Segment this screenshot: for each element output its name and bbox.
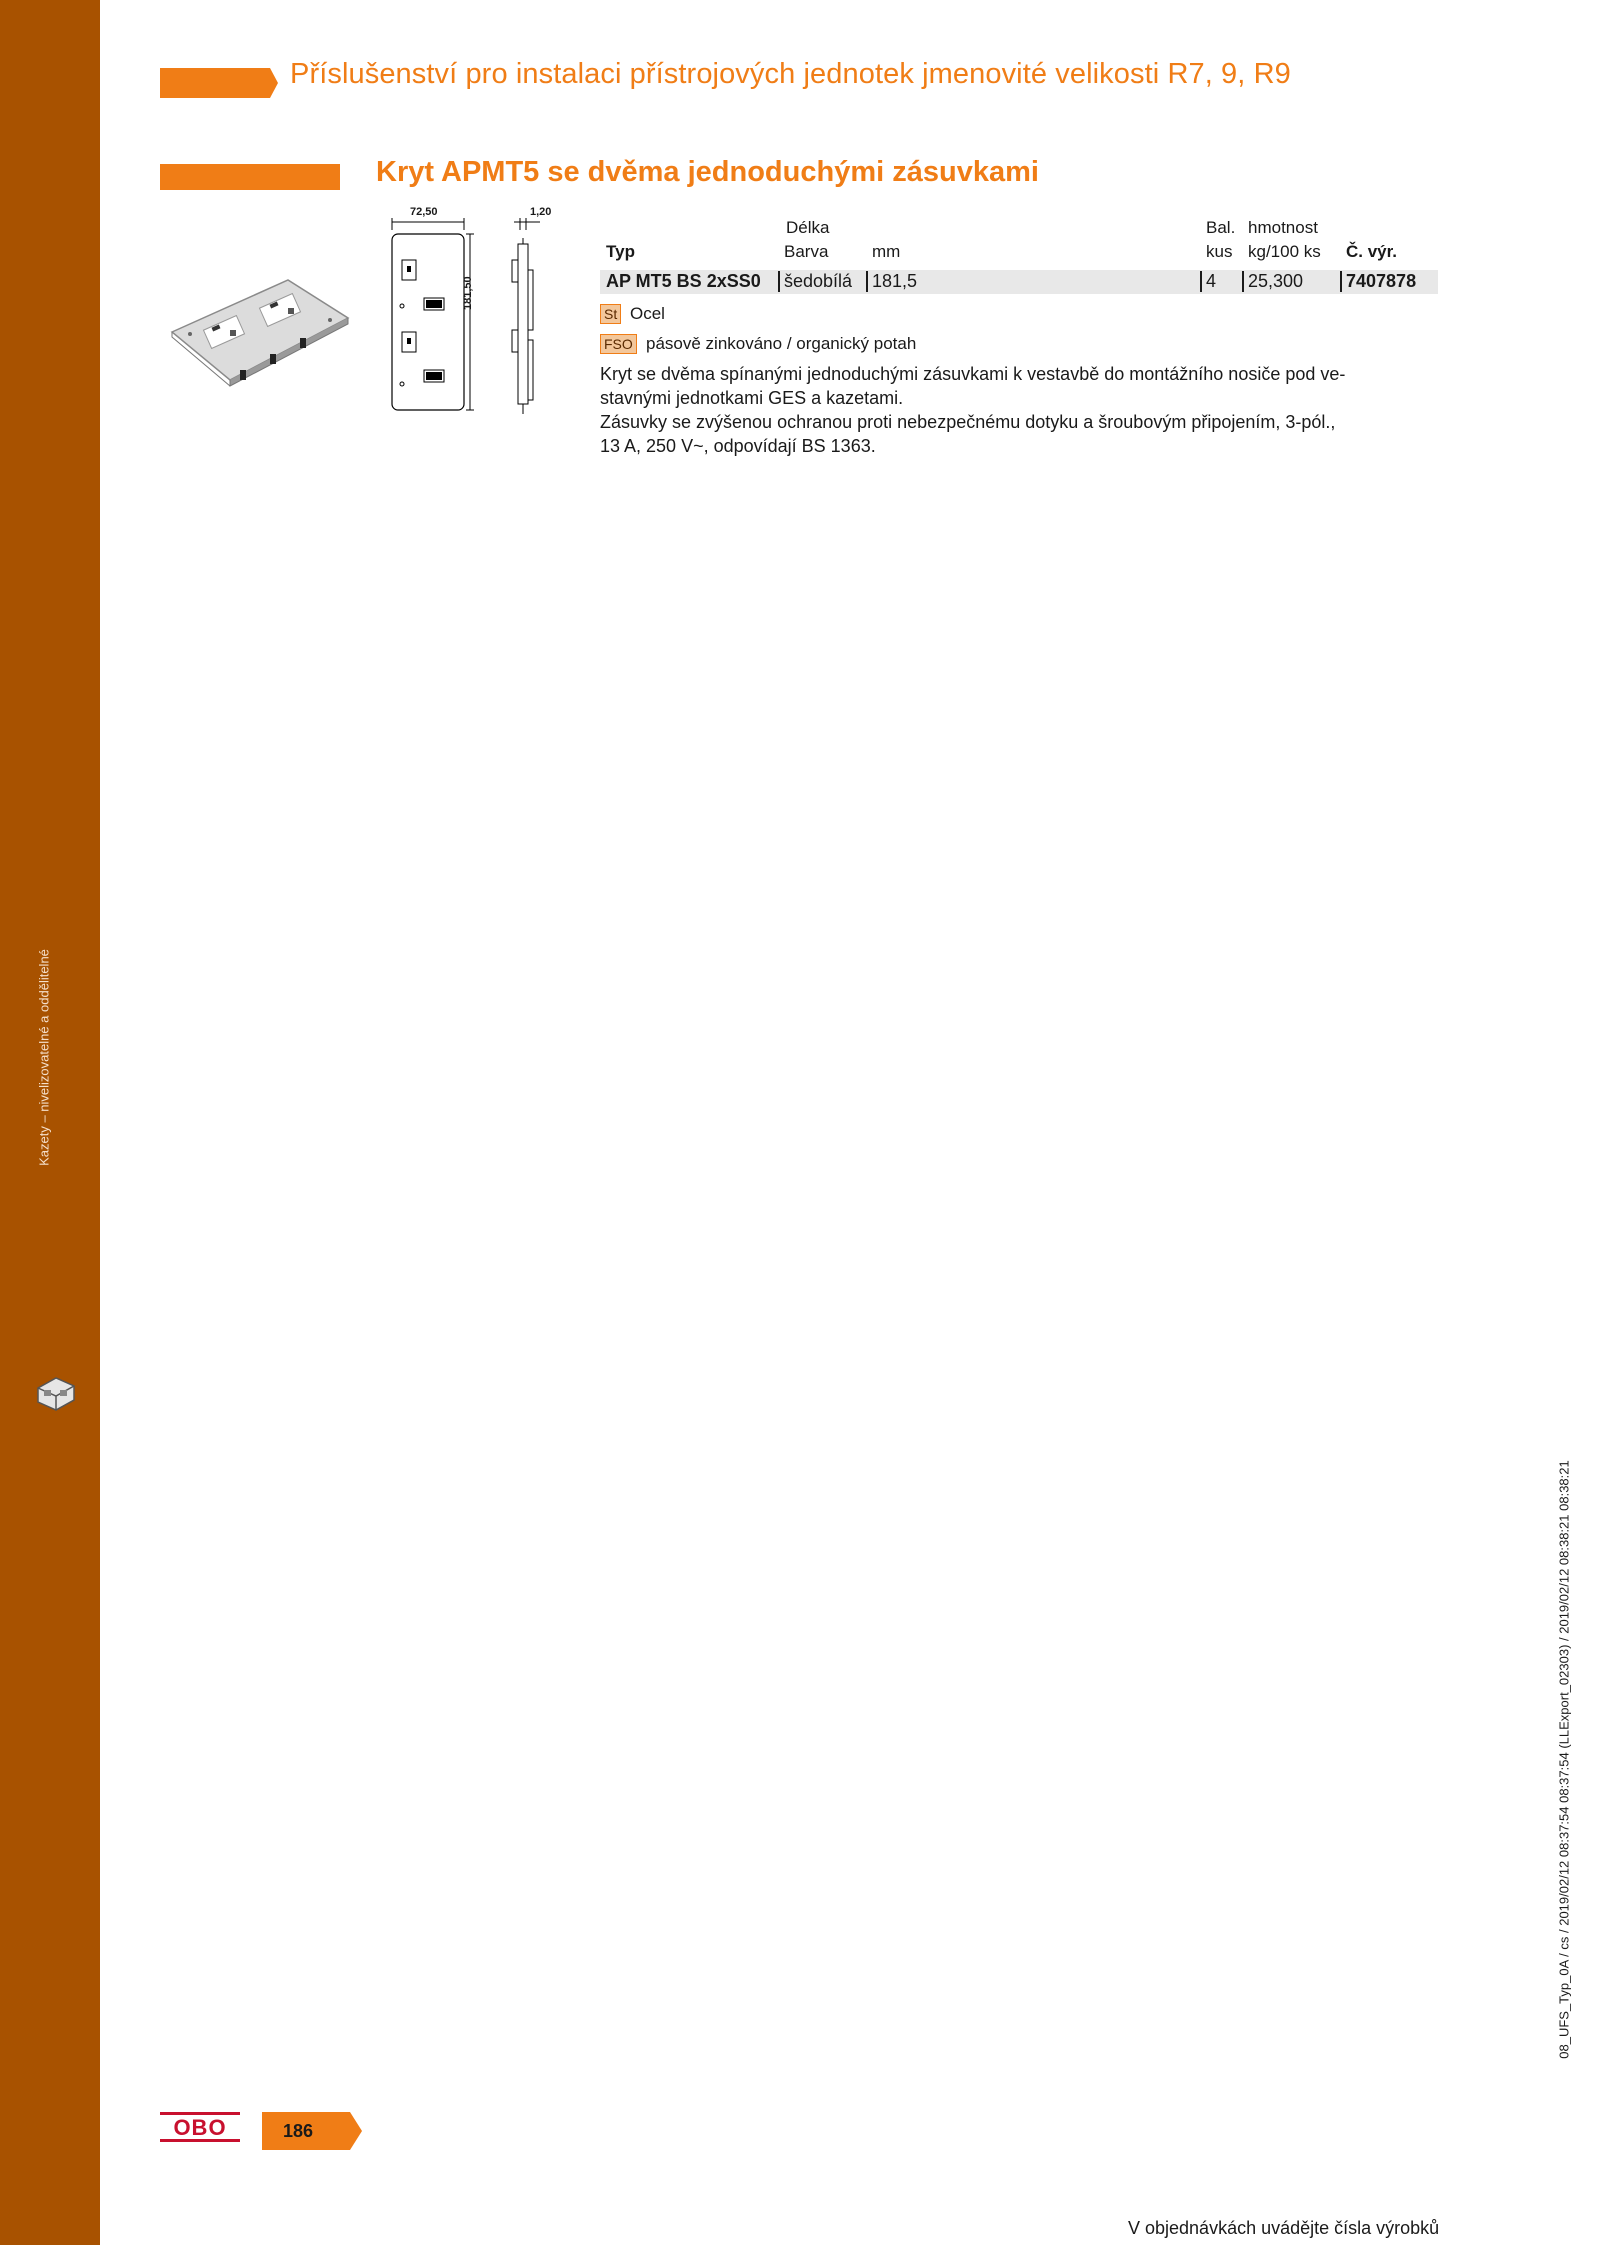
header-delka-unit: mm [872,242,901,261]
header-barva: Barva [784,242,829,261]
obo-logo [160,2112,240,2142]
header-cislo: Č. výr. [1346,242,1398,261]
cell-hmotnost: 25,300 [1242,271,1303,292]
header-bal-unit: kus [1206,242,1233,261]
cell-bal: 4 [1200,271,1216,292]
cell-typ: AP MT5 BS 2xSS0 [606,271,761,291]
svg-text:OBO: OBO [173,2115,227,2140]
header-bal: Bal. [1206,218,1236,237]
header-delka: Délka [786,218,830,237]
section-marker [160,164,340,190]
order-note: V objednávkách uvádějte čísla výrobků [1128,2218,1440,2238]
technical-drawing-svg [380,210,580,420]
page-header-title: Příslušenství pro instalaci přístrojových jednotek jmenovité velikosti R7, 9, R9 [290,58,1291,90]
header-arrow-icon [160,68,278,98]
description-line: 13 A, 250 V~, odpovídají BS 1363. [600,436,876,456]
sidebar-label: Kazety – nivelizovatelné a oddělitelné [36,949,52,1166]
material-text-fso: pásově zinkováno / organický potah [646,334,917,353]
technical-drawing [380,206,580,420]
header-hmotnost-unit: kg/100 ks [1248,242,1321,261]
cassette-icon [34,1370,78,1416]
cell-cislo: 7407878 [1340,271,1416,292]
description-line: stavnými jednotkami GES a kazetami. [600,388,904,408]
drawing-depth-label: 1,20 [530,206,552,218]
drawing-height-label: 181,50 [462,276,474,310]
cell-delka: 181,5 [866,271,917,292]
page-number: 186 [282,2121,314,2141]
material-code-fso: FSO [600,334,637,354]
header-hmotnost: hmotnost [1248,218,1318,237]
product-description [600,362,1420,458]
product-photo [170,270,350,390]
material-text-st: Ocel [630,304,665,323]
description-line: Kryt se dvěma spínanými jednoduchými zásuvkami k vestavbě do montážního nosiče pod ve- [600,364,1346,384]
description-line: Zásuvky se zvýšenou ochranou proti nebezpečnému dotyku a šroubovým připojením, 3-pól., [600,412,1336,432]
cell-barva: šedobílá [778,271,852,292]
section-title: Kryt APMT5 se dvěma jednoduchými zásuvkami [376,156,1039,188]
material-code-st: St [600,304,621,324]
header-typ: Typ [606,242,635,261]
export-metadata: 08_UFS_Typ_0A / cs / 2019/02/12 08:37:54 08:37:54 (LLExport_02303) / 2019/02/12 08:38:21 08:38:21 [1556,1460,1572,2059]
drawing-width-label: 72,50 [410,206,438,218]
